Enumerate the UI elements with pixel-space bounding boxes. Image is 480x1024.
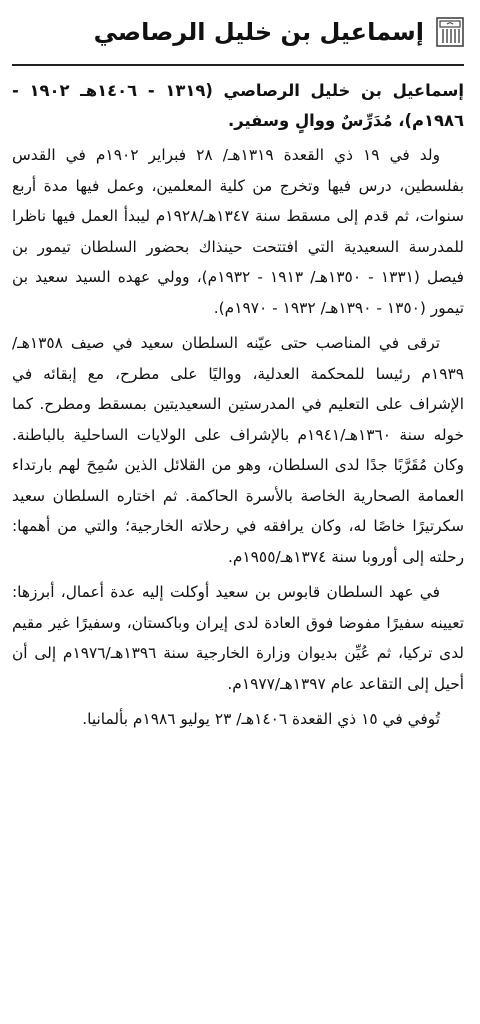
library-icon xyxy=(436,17,464,47)
entry-title: إسماعيل بن خليل الرصاصي xyxy=(93,17,424,46)
paragraph-death: تُوفي في ١٥ ذي القعدة ١٤٠٦هـ/ ٢٣ يوليو ١٩٨٦م بألمانيا. xyxy=(82,710,440,728)
entry-header xyxy=(12,0,464,66)
paragraph-promotions: ترقى في المناصب حتى عيّنه السلطان سعيد في صيف ١٣٥٨هـ/١٩٣٩م رئيسا للمحكمة العدلية، وواليًا على مطرح، مع إبقائه في الإشراف على التعليم في المدرستين السعيديتين بمسقط ومطرح. كما خوله سنة ١٣٦٠هـ/١٩٤١م بالإشراف على الولايات الساحلية بالباطنة. وكان مُقَرَّبًا جدًا لدى السلطان، وهو من القلائل الذين سُمِحَ لهم بارتداء العمامة الصحارية الخاصة بالأسرة الحاكمة. ثم اختاره السلطان سعيد سكرتيرًا خاصًا له، وكان يرافقه في رحلاته الخارجية؛ والتي من أهمها: رحلته إلى أوروبا سنة ١٣٧٤هـ/١٩٥٥م. xyxy=(12,334,464,566)
entry-lead: إسماعيل بن خليل الرصاصي (١٣١٩ - ١٤٠٦هـ ١٩٠٢ - ١٩٨٦م)، مُدَرِّسٌ ووالٍ وسفير. xyxy=(12,81,464,130)
paragraph-birth-career: ولد في ١٩ ذي القعدة ١٣١٩هـ/ ٢٨ فبراير ١٩٠٢م في القدس بفلسطين، درس فيها وتخرج من كلية المعلمين، وعمل فيها مدة أربع سنوات، ثم قدم إلى مسقط سنة ١٣٤٧هـ/١٩٢٨م ليبدأ العمل فيها ناظرا للمدرسة السعيدية التي افتتحت حينذاك بحضور السلطان تيمور بن فيصل (١٣٣١ - ١٣٥٠هـ/ ١٩١٣ - ١٩٣٢م)، وولي عهده السيد سعيد بن تيمور (١٣٥٠ - ١٣٩٠هـ/ ١٩٣٢ - ١٩٧٠م). xyxy=(12,146,465,317)
paragraph-diplomacy: في عهد السلطان قابوس بن سعيد أوكلت إليه عدة أعمال، أبرزها: تعيينه سفيرًا مفوضا فوق العادة لدى إيران وباكستان، وسفيرًا غير مقيم لدى تركيا، ثم عُيِّن بديوان وزارة الخارجية سنة ١٣٩٦هـ/١٩٧٦م إلى أن أحيل إلى التقاعد عام ١٣٩٧هـ/١٩٧٧م. xyxy=(12,583,464,693)
